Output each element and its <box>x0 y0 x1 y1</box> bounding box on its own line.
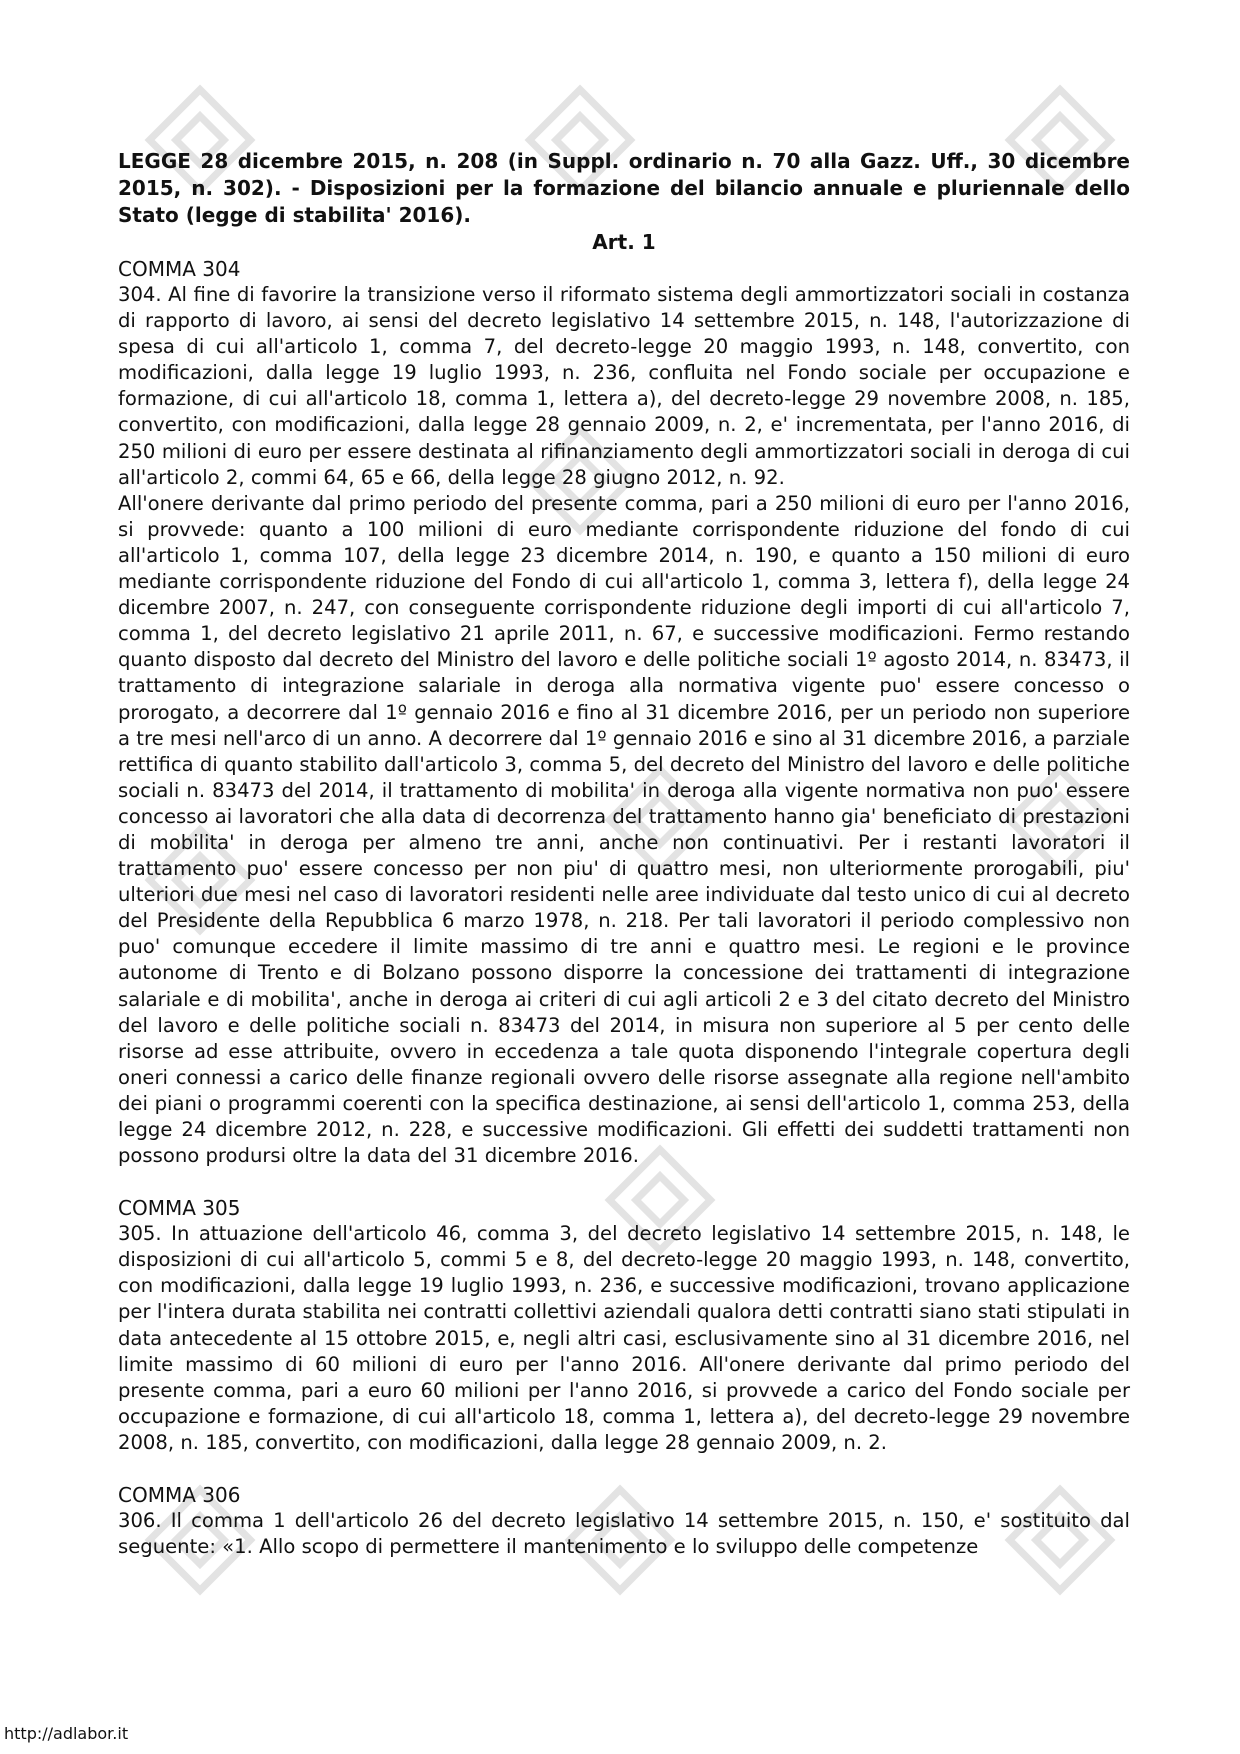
paragraph: 305. In attuazione dell'articolo 46, comma 3, del decreto legislativo 14 settembre 2015, n. 148, le disposizioni di cui all'articolo 5, commi 5 e 8, del decreto-legge 20 maggio 1993, n. 148, convertito, con modificazioni, dalla legge 19 luglio 1993, n. 236, e successive modificazioni, trovano applicazione per l'intera durata stabilita nei contratti collettivi aziendali qualora detti contratti siano stati stipulati in data antecedente al 15 ottobre 2015, e, negli altri casi, esclusivamente sino al 31 dicembre 2016, nel limite massimo di 60 milioni di euro per l'anno 2016. All'onere derivante dal primo periodo del presente comma, pari a euro 60 milioni per l'anno 2016, si provvede a carico del Fondo sociale per occupazione e formazione, di cui all'articolo 18, comma 1, lettera a), del decreto-legge 29 novembre 2008, n. 185, convertito, con modificazioni, dalla legge 28 gennaio 2009, n. 2. <box>118 1222 1130 1454</box>
document-header: LEGGE 28 dicembre 2015, n. 208 (in Suppl. ordinario n. 70 alla Gazz. Uff., 30 dicembre 2015, n. 302). - Disposizioni per la formazione del bilancio annuale e pluriennale dello Stato (legge di stabilita' 2016). <box>118 149 1130 227</box>
section-title: COMMA 305 <box>118 1196 241 1221</box>
section-comma-304 <box>118 256 1130 1169</box>
section-comma-305 <box>118 1195 1130 1456</box>
section-title: COMMA 304 <box>118 257 241 281</box>
footer-url[interactable]: http://adlabor.it <box>4 1724 129 1743</box>
section-title: COMMA 306 <box>118 1483 241 1508</box>
paragraph: All'onere derivante dal primo periodo del presente comma, pari a 250 milioni di euro per l'anno 2016, si provvede: quanto a 100 milioni di euro mediante corrispondente riduzione del fondo di cui all'articolo 1, comma 107, della legge 23 dicembre 2014, n. 190, e quanto a 150 milioni di euro mediante corrispondente riduzione del Fondo di cui all'articolo 1, comma 3, lettera f), della legge 24 dicembre 2007, n. 247, con conseguente corrispondente riduzione degli importi di cui all'articolo 7, comma 1, del decreto legislativo 21 aprile 2011, n. 67, e successive modificazioni. Fermo restando quanto disposto dal decreto del Ministro del lavoro e delle politiche sociali 1º agosto 2014, n. 83473, il trattamento di integrazione salariale in deroga alla normativa vigente puo' essere concesso o prorogato, a decorrere dal 1º gennaio 2016 e fino al 31 dicembre 2016, per un periodo non superiore a tre mesi nell'arco di un anno. A decorrere dal 1º gennaio 2016 e sino al 31 dicembre 2016, a parziale rettifica di quanto stabilito dall'articolo 3, comma 5, del decreto del Ministro del lavoro e delle politiche sociali n. 83473 del 2014, il trattamento di mobilita' in deroga alla vigente normativa non puo' essere concesso ai lavoratori che alla data di decorrenza del trattamento hanno gia' beneficiato di prestazioni di mobilita' in deroga per almeno tre anni, anche non continuativi. Per i restanti lavoratori il trattamento puo' essere concesso per non piu' di quattro mesi, non ulteriormente prorogabili, piu' ulteriori due mesi nel caso di lavoratori residenti nelle aree individuate dal testo unico di cui al decreto del Presidente della Repubblica 6 marzo 1978, n. 218. Per tali lavoratori il periodo complessivo non puo' comunque eccedere il limite massimo di tre anni e quattro mesi. Le regioni e le province autonome di Trento e di Bolzano possono disporre la concessione dei trattamenti di integrazione salariale e di mobilita', anche in deroga ai criteri di cui agli articoli 2 e 3 del citato decreto del Ministro del lavoro e delle politiche sociali n. 83473 del 2014, in misura non superiore al 5 per cento delle risorse ad esse attribuite, ovvero in eccedenza a tale quota disponendo l'integrale copertura degli oneri connessi a carico delle finanze regionali ovvero delle risorse assegnate alla regione nell'ambito dei piani o programmi coerenti con la specifica destinazione, ai sensi dell'articolo 1, comma 253, della legge 24 dicembre 2012, n. 228, e successive modificazioni. Gli effetti dei suddetti trattamenti non possono prodursi oltre la data del 31 dicembre 2016. <box>118 491 1130 1168</box>
article-title: Art. 1 <box>592 230 656 254</box>
section-comma-306 <box>118 1482 1130 1560</box>
document-page <box>118 148 1130 1560</box>
paragraph: 304. Al fine di favorire la transizione verso il riformato sistema degli ammortizzatori sociali in costanza di rapporto di lavoro, ai sensi del decreto legislativo 14 settembre 2015, n. 148, l'autorizzazione di spesa di cui all'articolo 1, comma 7, del decreto-legge 20 maggio 1993, n. 148, convertito, con modificazioni, dalla legge 19 luglio 1993, n. 236, confluita nel Fondo sociale per occupazione e formazione, di cui all'articolo 18, comma 1, lettera a), del decreto-legge 29 novembre 2008, n. 185, convertito, con modificazioni, dalla legge 28 gennaio 2009, n. 2, e' incrementata, per l'anno 2016, di 250 milioni di euro per essere destinata al rifinanziamento degli ammortizzatori sociali in deroga di cui all'articolo 2, commi 64, 65 e 66, della legge 28 giugno 2012, n. 92. <box>118 283 1130 489</box>
paragraph: 306. Il comma 1 dell'articolo 26 del decreto legislativo 14 settembre 2015, n. 150, e' sostituito dal seguente: «1. Allo scopo di permettere il mantenimento e lo sviluppo delle competenze <box>118 1509 1130 1559</box>
